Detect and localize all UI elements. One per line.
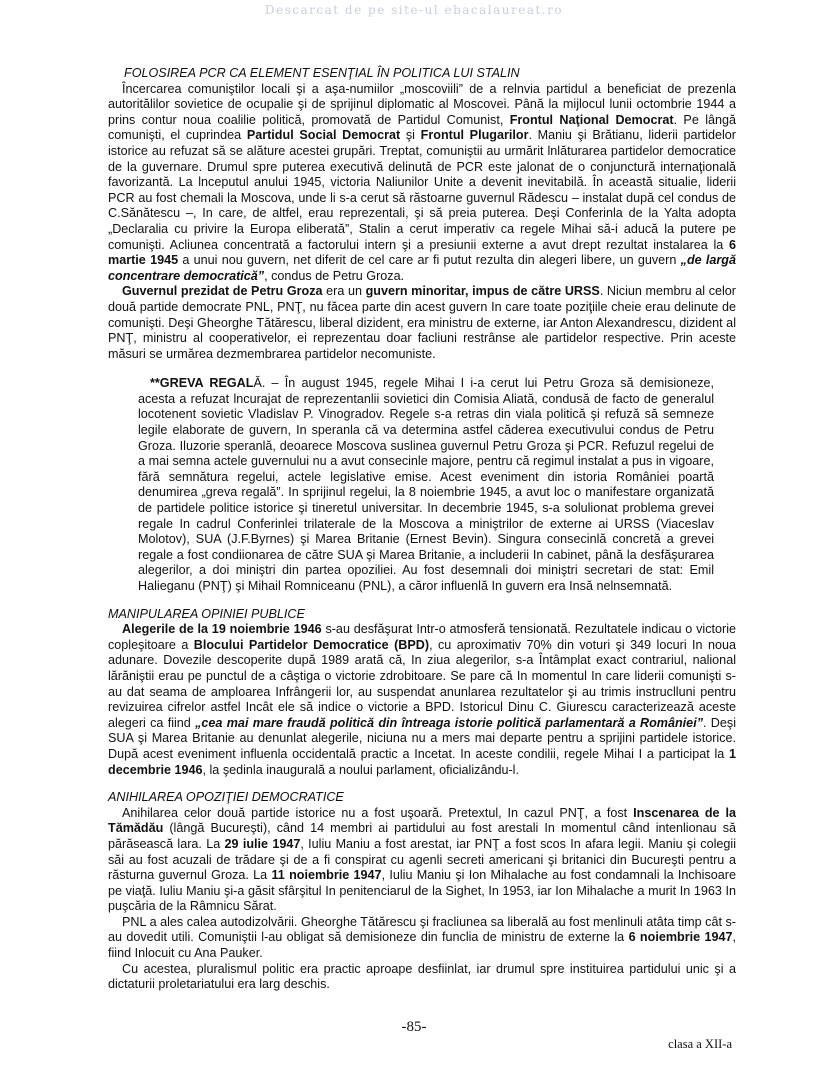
bold-term: Guvernul prezidat de Petru Groza <box>122 284 323 299</box>
class-label: clasa a XII-a <box>668 1037 732 1051</box>
text-span: . Deşi SUA şi Marea Britanie au denunlat alegerile, niciuna nu a mers mai departe pentru a sprijini partidele istorice. După acest eveniment influenla occidentală practic a Incetat. In aceste condilii, regele Mihai I a participat la <box>108 715 736 761</box>
greva-regala-box <box>138 376 714 594</box>
paragraph-groza-government <box>108 284 736 362</box>
paragraph-greva-regala <box>138 376 714 594</box>
bold-italic-quote: „cea mai mare fraudă politică din întreaga istorie politică parlamentară a României” <box>195 715 703 730</box>
watermark: Descarcat de pe site-ul ebacalaureat.ro <box>264 3 564 17</box>
text-span: PNL a ales calea autodizolvării. Gheorghe Tătărescu şi fracliunea sa liberală au fost menlinuli atâta timp cât s-au dovedit utili. Comuniştii l-au obligat să demisioneze din funclia de ministru de externe la <box>108 914 736 945</box>
text-span: şi <box>400 128 421 143</box>
paragraph-pcr-context <box>108 82 736 285</box>
bold-term: 29 iulie 1947 <box>224 836 301 851</box>
text-span: , Iuliu Maniu a fost arestat, iar PNŢ a fost scos In afara legii. Maniu şi colegii săi au fost acuzali de trădare şi de a fi conspirat cu agenli secreti americani şi britanici din Bucureşti pentru a răsturna guvernul Groza. La <box>108 836 736 883</box>
paragraph-elections-1946 <box>108 622 736 778</box>
page-content <box>108 66 736 993</box>
text-span: , fiind Inlocuit cu Ana Pauker. <box>108 930 737 961</box>
bold-term: 6 noiembrie 1947 <box>628 930 733 945</box>
bold-term: Frontul Plugarilor <box>420 128 529 143</box>
paragraph-conclusion: Cu acestea, pluralismul politic era practic aproape desfiinlat, iar drumul spre instituirea partidului unic şi a dictaturii proletariatului era larg deschis. <box>108 961 736 992</box>
bold-term: **GREVA REGAL <box>150 376 254 391</box>
bold-term: Partidul Social Democrat <box>246 128 401 143</box>
bold-term: Alegerile de la 19 noiembrie 1946 <box>122 622 322 637</box>
bold-term: 1 decembrie 1946 <box>108 746 736 777</box>
text-span: , condus de Petru Groza. <box>264 268 405 283</box>
bold-term: Blocului Partidelor Democratice (BPD) <box>193 637 430 652</box>
text-span: Încercarea comuniştilor locali şi a aşa-numiilor „moscoviili” de a relnvia partidul a beneficiat de prezenla autoritălilor sovietice de ocupalie şi de sprijinul diplomatic al Moscovei. Până la mijlocul lunii octombrie 1944 a prins contur noua coalilie politică, promovată de Partidul Comunist, <box>108 81 736 127</box>
text-span: . Niciun membru al celor două partide democrate PNL, PNŢ, nu făcea parte din acest guvern In care toate poziţiile cheie erau delinute de comunişti. Deşi Gheorghe Tătărescu, liberal dizident, era ministru de externe, iar Anton Alexandrescu, dizident al PNŢ, ministru al cooperativelor, ei reprezentau doar facliuni restrânse ale partidelor respective. Prin aceste măsuri se urmărea dezmembrarea partidelor necomuniste. <box>108 284 736 361</box>
text-span: . Maniu şi Brătianu, liderii partidelor istorice au refuzat să se alăture acestei grupări. Treptat, comuniştii au urmărit lnlăturarea partidelor democratice de la guvernare. Drumul spre puterea executivă delinută de PCR este jalonat de o conjunctură internaţională favorizantă. La lnceputul anului 1945, victoria Naliunilor Unite a devenit inevitabilă. În această situalie, liderii PCR au fost chemali la Moscova, unde li s-a cerut să răstoarne guvernul Rădescu – instalat după cel condus de C.Sănătescu –, In care, de altfel, erau reprezentali, şi să preia puterea. Deşi Conferinla de la Yalta adopta „Declaralia cu privire la Europa eliberată”, Stalin a cerut imperativ ca regele Mihai să-i aducă la putere pe comunişti. Acliunea concentrată a factorului intern şi a presiunii externe a avut drept rezultat instalarea la <box>108 128 736 252</box>
bold-term: Inscenarea de la Tămădău <box>108 805 737 836</box>
text-span: (lângă Bucureşti), când 14 membri ai partidului au fost arestali In momentul când intenlionau să părăsească lara. La <box>108 821 736 851</box>
paragraph-pnt-annihilation <box>108 806 736 915</box>
bold-term: 11 noiembrie 1947 <box>271 868 382 883</box>
bold-term: Frontul Naţional Democrat <box>509 112 674 127</box>
text-span: , Iuliu Maniu şi Ion Mihalache au fost condamnali la Inchisoare pe viaţă. Iuliu Maniu şi-a găsit sfârşitul In penitenciarul de la Sighet, In 1953, iar Ion Mihalache a murit In 1963 In puşcăria de la Râmnicu Sărat. <box>108 868 736 914</box>
bold-italic-quote: „de largă concentrare democratică” <box>108 253 737 283</box>
text-span: s-au desfăşurat Intr-o atmosferă tensionată. Rezultatele indicau o victorie copleşitoare a <box>108 622 737 652</box>
paragraph-pnl-dissolution <box>108 915 736 962</box>
text-span: era un <box>322 284 366 299</box>
page-number: -85- <box>401 1019 427 1035</box>
text-span: Anihilarea celor două partide istorice nu a fost uşoară. Pretextul, In cazul PNŢ, a fost <box>122 805 634 820</box>
bold-term: 6 martie 1945 <box>108 237 736 268</box>
text-span: a unui nou guvern, net diferit de cel care ar fi putut rezulta din alegeri libere, un guvern <box>178 253 681 268</box>
section-heading-manipulation: MANIPULAREA OPINIEI PUBLICE <box>108 606 305 621</box>
bold-term: guvern minoritar, impus de către URSS <box>365 284 600 299</box>
text-span: , cu aproximativ 70% din voturi şi 349 locuri In noua adunare. Dovezile descoperite după 1989 arată că, In ziua alegerilor, s-a Întâmplat exact contrariul, nalional lărăniştii erau pe punctul de a câştiga o victorie zdrobitoare. Se pare că In momentul In care liderii comunişti s-au dat seama de amploarea Infrângerii lor, au suspendat anunlarea rezultatelor şi au trimis instruclluni pentru revizuirea cifrelor astfel Incât ele să indice o victorie a BPD. Istoricul Dinu C. Giurescu caracterizează aceste alegeri ca fiind <box>108 637 736 730</box>
text-span: Ă. – În august 1945, regele Mihai I i-a cerut lui Petru Groza să demisioneze, acesta a refuzat lncurajat de reprezentanlii sovietici din Comisia Aliată, condusă de facto de generalul locotenent sovietic Vladislav P. Vinogradov. Regele s-a retras din viala politică şi refuză să semneze legile elaborate de guvern, In speranla că va determina astfel căderea executivului condus de Petru Groza. Iluzorie speranlă, deoarece Moscova suslinea guvernul Petru Groza şi PCR. Refuzul regelui de a mai semna actele guvernului nu a avut consecinle majore, pentru că regimul instalat a pus in vigoare, fără semnătura regelui, actele legislative emise. Acest eveniment din istoria României poartă denumirea „greva regală”. In sprijinul regelui, la 8 noiembrie 1945, a avut loc o manifestare organizată de partidele politice istorice şi tineretul universitar. In decembrie 1945, s-a solulionat problema grevei regale In cadrul Conferinlei trilaterale de la Moscova a miniştrilor de externe ai URSS (Viaceslav Molotov), SUA (J.F.Byrnes) şi Marea Britanie (Ernest Bevin). Singura consecinlă concretă a grevei regale a fost condiionarea de către SUA şi Marea Britanie, a includerii In cabinet, până la desfăşurarea alegerilor, a doi miniştri din partea opoziliei. Au fost desemnali doi miniştri secretari de stat: Emil Haliеganu (PNŢ) şi Mihail Romniceanu (PNL), a căror influenlă In guvern era Insă nelnsemnată. <box>138 376 714 593</box>
section-heading-opposition: ANIHILAREA OPOZIŢIEI DEMOCRATICE <box>108 790 344 805</box>
section-heading-pcr: FOLOSIREA PCR CA ELEMENT ESENŢIAL ÎN POLITICA LUI STALIN <box>124 66 520 80</box>
text-span: , la şedinla inaugurală a noului parlament, oficializându-l. <box>202 762 519 777</box>
text-span: . Pe lângă comunişti, el cuprindea <box>108 112 737 143</box>
